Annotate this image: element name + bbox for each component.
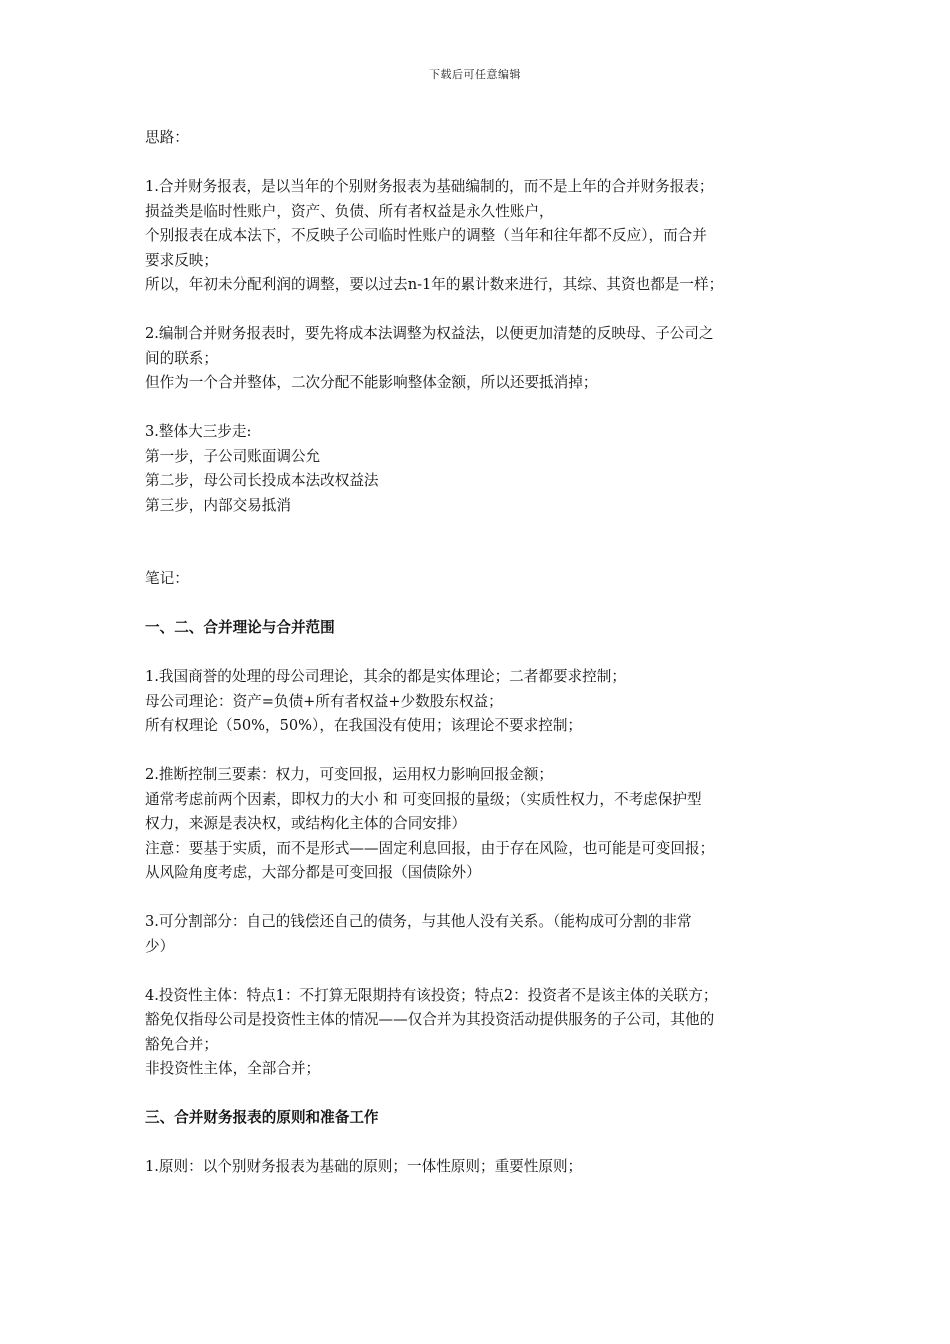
text-line: 注意：要基于实质，而不是形式——固定利息回报，由于存在风险，也可能是可变回报； [145,839,715,857]
text-line: 3.可分割部分：自己的钱偿还自己的债务，与其他人没有关系。（能构成可分割的非常 [145,913,692,930]
spacer [145,959,807,984]
text-line: 4.投资性主体：特点1：不打算无限期持有该投资；特点2：投资者不是该主体的关联方； [145,986,718,1004]
spacer [145,1082,807,1107]
text-line: 1.原则：以个别财务报表为基础的原则；一体性原则；重要性原则； [145,1158,583,1175]
text-line: 3.整体大三步走: [145,423,252,440]
text-line: 第三步，内部交易抵消 [145,496,291,514]
paragraph-notes-4 [145,984,807,1082]
paragraph-notes-1 [145,665,807,739]
text-line: 个别报表在成本法下，不反映子公司临时性账户的调整（当年和往年都不反应），而合并 [145,227,707,244]
text-line: 第二步，母公司长投成本法改权益法 [145,472,379,489]
text-line: 母公司理论：资产=负债+所有者权益+少数股东权益； [145,692,503,710]
spacer [145,1131,807,1156]
paragraph-notes-3 [145,910,807,959]
spacer [145,518,807,567]
text-line: 从风险角度考虑，大部分都是可变回报（国债除外） [145,864,481,881]
spacer [145,298,807,323]
text-line: 1.我国商誉的处理的母公司理论，其余的都是实体理论；二者都要求控制； [145,668,626,685]
paragraph-thinking-3 [145,420,807,518]
text-line: 通常考虑前两个因素，即权力的大小 和 可变回报的量级；（实质性权力，不考虑保护型 [145,790,702,808]
text-line: 非投资性主体，全部合并； [145,1060,321,1077]
paragraph-notes-2 [145,763,807,886]
spacer [145,886,807,911]
spacer [145,739,807,764]
text-line: 间的联系； [145,349,218,367]
spacer [145,151,807,176]
text-line: 权力，来源是表决权，或结构化主体的合同安排） [145,815,467,832]
text-line: 2.推断控制三要素：权力，可变回报，运用权力影响回报金额； [145,766,553,783]
paragraph-notes-5 [145,1155,807,1180]
heading-consolidation-theory: 一、二、合并理论与合并范围 [145,619,335,636]
paragraph-thinking-1 [145,175,807,298]
document-body [145,126,807,1180]
text-line: 豁免仅指母公司是投资性主体的情况——仅合并为其投资活动提供服务的子公司，其他的 [145,1011,715,1028]
paragraph-thinking-2 [145,322,807,396]
text-line: 损益类是临时性账户，资产、负债、所有者权益是永久性账户， [145,202,554,220]
spacer [145,592,807,617]
text-line: 要求反映； [145,251,218,269]
text-line: 1.合并财务报表，是以当年的个别财务报表为基础编制的，而不是上年的合并财务报表； [145,178,714,195]
text-line: 少） [145,937,175,955]
text-line: 但作为一个合并整体，二次分配不能影响整体金额，所以还要抵消掉； [145,374,598,391]
text-line: 2.编制合并财务报表时，要先将成本法调整为权益法，以便更加清楚的反映母、子公司之 [145,325,714,342]
text-line: 所以，年初未分配利润的调整，要以过去n-1年的累计数来进行，其综、其资也都是一样； [145,276,724,293]
text-line: 第一步，子公司账面调公允 [145,447,321,465]
heading-principles: 三、合并财务报表的原则和准备工作 [145,1109,379,1126]
spacer [145,396,807,421]
text-line: 豁免合并； [145,1035,218,1053]
section-label-notes: 笔记： [145,570,189,587]
page-header: 下载后可任意编辑 [429,68,521,81]
section-label-thinking: 思路： [145,129,189,146]
spacer [145,641,807,666]
text-line: 所有权理论（50%，50%），在我国没有使用；该理论不要求控制； [145,717,583,734]
